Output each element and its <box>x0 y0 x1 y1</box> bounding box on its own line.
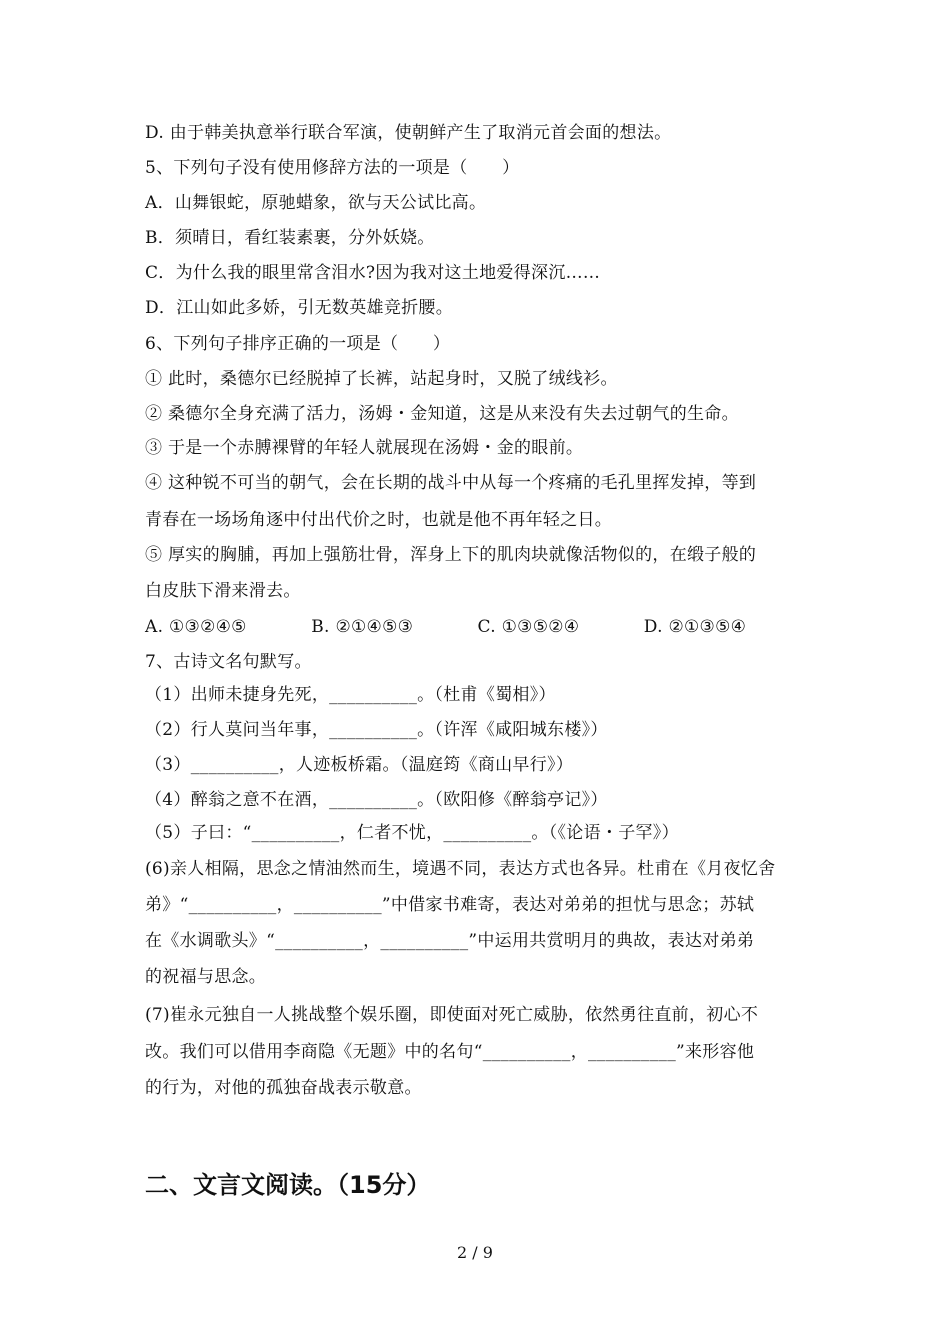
option-a-q6: A. ①③②④⑤ <box>145 617 247 637</box>
option-c-q6: C. ①③⑤②④ <box>477 617 580 637</box>
question-6: 6、下列句子排序正确的一项是（ ） <box>145 334 451 354</box>
q7-item-5: （5）子曰：“__________，仁者不忧，__________。（《论语・子罕》） <box>145 823 679 843</box>
q7-item-6: (6)亲人相隔，思念之情油然而生，境遇不同，表达方式也各异。杜甫在《月夜忆舍 <box>145 859 776 879</box>
option-d-q6: D. ②①③⑤④ <box>643 617 747 637</box>
option-b-q6: B. ②①④⑤③ <box>311 617 414 637</box>
q7-item-6-line3: 在《水调歌头》“__________，__________”中运用共赏明月的典故，表达对弟弟 <box>145 931 755 951</box>
page-number: 2 / 9 <box>457 1243 493 1262</box>
sentence-4: ④ 这种锐不可当的朝气，会在长期的战斗中从每一个疼痛的毛孔里挥发掉，等到 <box>145 473 757 493</box>
q7-item-6-line4: 的祝福与思念。 <box>145 967 267 987</box>
option-c-q5: C．为什么我的眼里常含泪水?因为我对这土地爱得深沉…… <box>145 263 601 283</box>
q7-item-7: (7)崔永元独自一人挑战整个娱乐圈，即使面对死亡威胁，依然勇往直前，初心不 <box>145 1005 759 1025</box>
sentence-1: ① 此时，桑德尔已经脱掉了长裤，站起身时，又脱了绒线衫。 <box>145 369 618 389</box>
sentence-5: ⑤ 厚实的胸脯，再加上强筋壮骨，浑身上下的肌肉块就像活物似的，在缎子般的 <box>145 545 757 565</box>
section-heading: 二、文言文阅读。（15分） <box>145 1171 431 1199</box>
q7-item-2: （2）行人莫问当年事，__________。（许浑《咸阳城东楼》） <box>145 720 608 740</box>
option-b-q5: B．须晴日，看红装素裹，分外妖娆。 <box>145 228 435 248</box>
q7-item-7-line3: 的行为，对他的孤独奋战表示敬意。 <box>145 1078 422 1098</box>
sentence-3: ③ 于是一个赤膊裸臂的年轻人就展现在汤姆・金的眼前。 <box>145 438 584 458</box>
question-7: 7、古诗文名句默写。 <box>145 652 312 672</box>
options-q6 <box>145 616 810 638</box>
option-a-q5: A．山舞银蛇，原驰蜡象，欲与天公试比高。 <box>145 193 487 213</box>
q7-item-4: （4）醉翁之意不在酒，__________。（欧阳修《醉翁亭记》） <box>145 790 608 810</box>
sentence-2: ② 桑德尔全身充满了活力，汤姆・金知道，这是从来没有失去过朝气的生命。 <box>145 404 739 424</box>
option-d-q4: D. 由于韩美执意举行联合军演，使朝鲜产生了取消元首会面的想法。 <box>145 123 672 143</box>
sentence-4-cont: 青春在一场场角逐中付出代价之时，也就是他不再年轻之日。 <box>145 510 613 530</box>
option-d-q5: D．江山如此多娇，引无数英雄竞折腰。 <box>145 298 454 318</box>
q7-item-6-line2: 弟》“__________，__________”中借家书难寄，表达对弟弟的担忧与思念；苏轼 <box>145 895 755 915</box>
q7-item-3: （3）__________，人迹板桥霜。（温庭筠《商山早行》） <box>145 755 574 775</box>
q7-item-1: （1）出师未捷身先死，__________。（杜甫《蜀相》） <box>145 685 556 705</box>
sentence-5-cont: 白皮肤下滑来滑去。 <box>145 581 301 601</box>
q7-item-7-line2: 改。我们可以借用李商隐《无题》中的名句“__________，__________”来形容他 <box>145 1042 755 1062</box>
question-5: 5、下列句子没有使用修辞方法的一项是（ ） <box>145 158 520 178</box>
